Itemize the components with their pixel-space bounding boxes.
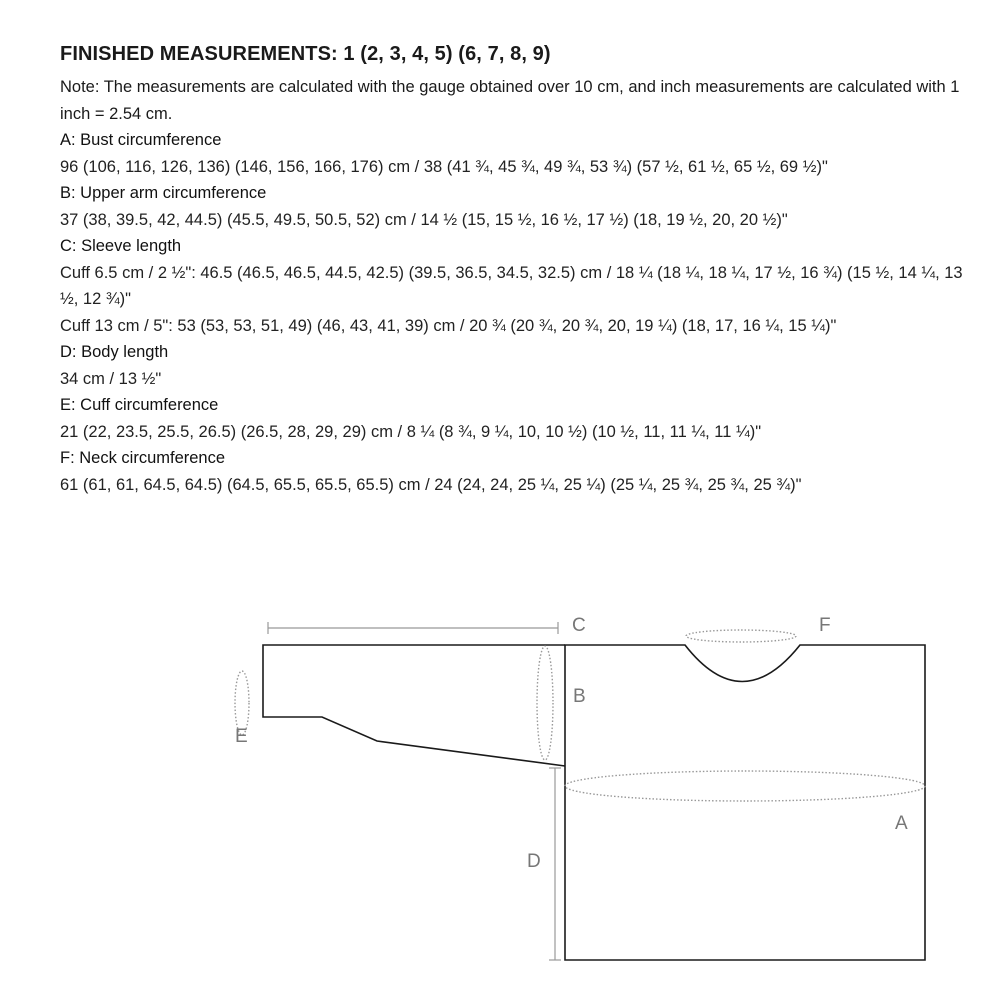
measure-a-value: 96 (106, 116, 126, 136) (146, 156, 166, 176) cm / 38 (41 ¾, 45 ¾, 49 ¾, 53 ¾) (57 ½, 61 ½, 65 ½, 69 ½)" <box>60 157 828 176</box>
note-text: Note: The measurements are calculated with the gauge obtained over 10 cm, and inch measurements are calculated with 1 inch = 2.54 cm. <box>60 78 960 123</box>
measure-b-label: B: Upper arm circumference <box>60 184 267 202</box>
measure-a-label: A: Bust circumference <box>60 131 222 149</box>
measure-b-value: 37 (38, 39.5, 42, 44.5) (45.5, 49.5, 50.5, 52) cm / 14 ½ (15, 15 ½, 16 ½, 17 ½) (18, 19 ½, 20, 20 ½)" <box>60 210 788 229</box>
body-outline <box>565 645 925 960</box>
bust-circumference-ellipse <box>565 771 925 801</box>
measure-f-label: F: Neck circumference <box>60 449 226 467</box>
label-c: C <box>572 615 586 636</box>
page-title: FINISHED MEASUREMENTS: 1 (2, 3, 4, 5) (6, 7, 8, 9) <box>60 43 551 65</box>
sleeve-outline <box>263 645 565 766</box>
measure-c-value-cuff-short: Cuff 6.5 cm / 2 ½": 46.5 (46.5, 46.5, 44.5, 42.5) (39.5, 36.5, 34.5, 32.5) cm / 18 ¼ (18 ¼, 18 ¼, 17 ½, 16 ¾) (15 ½, 14 ¼, 13 ½, 12 ¾)" <box>60 263 963 308</box>
measure-c-label: C: Sleeve length <box>60 237 182 255</box>
label-e: E <box>235 726 248 747</box>
label-a: A <box>895 813 908 834</box>
label-b: B <box>573 686 586 707</box>
neck-circumference-ellipse <box>686 630 796 642</box>
upper-arm-ellipse <box>537 646 553 760</box>
measure-c-value-cuff-long: Cuff 13 cm / 5": 53 (53, 53, 51, 49) (46, 43, 41, 39) cm / 20 ¾ (20 ¾, 20 ¾, 20, 19 ¼) (18, 17, 16 ¼, 15 ¼)" <box>60 316 837 335</box>
measure-e-value: 21 (22, 23.5, 25.5, 26.5) (26.5, 28, 29, 29) cm / 8 ¼ (8 ¾, 9 ¼, 10, 10 ½) (10 ½, 11, 11 ¼, 11 ¼)" <box>60 422 762 441</box>
measure-d-value: 34 cm / 13 ½" <box>60 369 162 388</box>
measure-d-label: D: Body length <box>60 343 169 361</box>
label-f: F <box>819 615 831 636</box>
measure-e-label: E: Cuff circumference <box>60 396 219 414</box>
label-d: D <box>527 851 541 872</box>
measure-f-value: 61 (61, 61, 64.5, 64.5) (64.5, 65.5, 65.5, 65.5) cm / 24 (24, 24, 25 ¼, 25 ¼) (25 ¼, 25 ¾, 25 ¾, 25 ¾)" <box>60 475 802 494</box>
